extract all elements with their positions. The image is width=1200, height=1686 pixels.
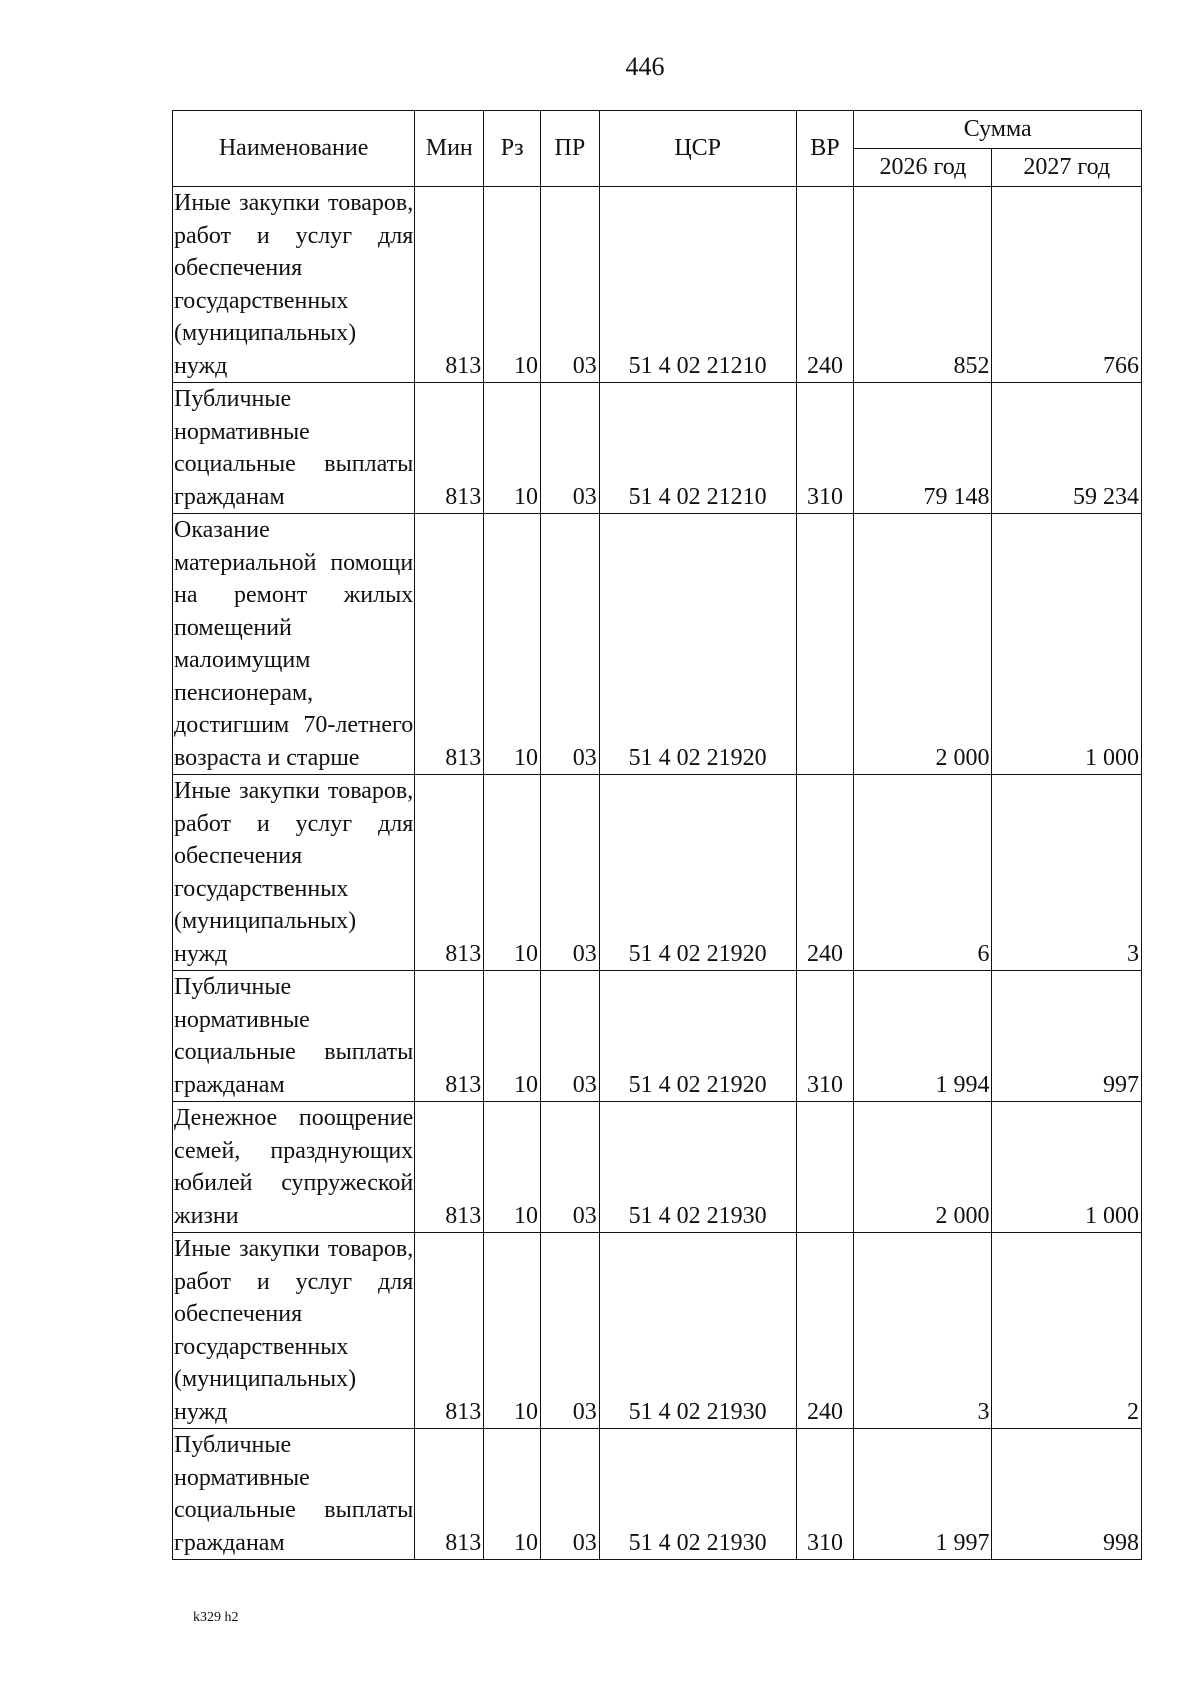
cell-csr: 51 4 02 21930 (599, 1102, 796, 1233)
table-row (173, 775, 1142, 971)
cell-pr: 03 (540, 971, 599, 1102)
cell-rz: 10 (484, 1233, 541, 1429)
table-row (173, 971, 1142, 1102)
cell-rz: 10 (484, 971, 541, 1102)
cell-y2027: 3 (992, 775, 1142, 971)
cell-name: Публичные нормативные социальные выплаты гражданам (173, 971, 415, 1102)
cell-y2027: 59 234 (992, 383, 1142, 514)
cell-name: Иные закупки товаров, работ и услуг для обеспечения государственных (муниципальных) нужд (173, 187, 415, 383)
cell-vr: 310 (796, 383, 854, 514)
cell-vr: 240 (796, 1233, 854, 1429)
cell-csr: 51 4 02 21930 (599, 1233, 796, 1429)
cell-name: Оказание материальной помощи на ремонт жилых помещений малоимущим пенсионерам, достигшим 70-летнего возраста и старше (173, 514, 415, 775)
cell-csr: 51 4 02 21920 (599, 775, 796, 971)
header-vr: ВР (796, 111, 854, 187)
cell-y2026: 2 000 (854, 1102, 992, 1233)
table-row (173, 1102, 1142, 1233)
header-name: Наименование (173, 111, 415, 187)
cell-vr: 310 (796, 971, 854, 1102)
cell-pr: 03 (540, 775, 599, 971)
footer-code: k329 h2 (193, 1610, 239, 1625)
cell-min: 813 (415, 383, 484, 514)
cell-y2026: 6 (854, 775, 992, 971)
cell-rz: 10 (484, 187, 541, 383)
cell-csr: 51 4 02 21210 (599, 187, 796, 383)
cell-rz: 10 (484, 1429, 541, 1560)
table-row (173, 1233, 1142, 1429)
cell-rz: 10 (484, 1102, 541, 1233)
cell-y2027: 2 (992, 1233, 1142, 1429)
cell-y2026: 3 (854, 1233, 992, 1429)
cell-y2027: 766 (992, 187, 1142, 383)
table-row (173, 1429, 1142, 1560)
cell-min: 813 (415, 1233, 484, 1429)
cell-rz: 10 (484, 775, 541, 971)
cell-y2026: 1 997 (854, 1429, 992, 1560)
cell-csr: 51 4 02 21920 (599, 971, 796, 1102)
cell-name: Публичные нормативные социальные выплаты гражданам (173, 383, 415, 514)
cell-pr: 03 (540, 514, 599, 775)
cell-vr (796, 514, 854, 775)
budget-table (172, 110, 1142, 1560)
cell-y2027: 1 000 (992, 514, 1142, 775)
cell-pr: 03 (540, 383, 599, 514)
table-row (173, 187, 1142, 383)
table-row (173, 383, 1142, 514)
header-csr: ЦСР (599, 111, 796, 187)
cell-vr: 240 (796, 187, 854, 383)
cell-y2026: 79 148 (854, 383, 992, 514)
cell-vr: 310 (796, 1429, 854, 1560)
cell-pr: 03 (540, 1429, 599, 1560)
cell-min: 813 (415, 514, 484, 775)
cell-y2026: 1 994 (854, 971, 992, 1102)
cell-y2026: 852 (854, 187, 992, 383)
cell-pr: 03 (540, 187, 599, 383)
cell-pr: 03 (540, 1233, 599, 1429)
cell-y2027: 1 000 (992, 1102, 1142, 1233)
cell-vr: 240 (796, 775, 854, 971)
table-row (173, 514, 1142, 775)
cell-csr: 51 4 02 21210 (599, 383, 796, 514)
cell-min: 813 (415, 971, 484, 1102)
cell-min: 813 (415, 775, 484, 971)
page-number: 446 (625, 52, 665, 81)
header-year-2027: 2027 год (992, 149, 1142, 187)
cell-vr (796, 1102, 854, 1233)
header-min: Мин (415, 111, 484, 187)
cell-name: Иные закупки товаров, работ и услуг для обеспечения государственных (муниципальных) нужд (173, 775, 415, 971)
cell-csr: 51 4 02 21930 (599, 1429, 796, 1560)
header-sum: Сумма (854, 111, 1142, 149)
cell-rz: 10 (484, 383, 541, 514)
cell-name: Иные закупки товаров, работ и услуг для обеспечения государственных (муниципальных) нужд (173, 1233, 415, 1429)
cell-name: Публичные нормативные социальные выплаты гражданам (173, 1429, 415, 1560)
cell-min: 813 (415, 187, 484, 383)
cell-min: 813 (415, 1429, 484, 1560)
cell-min: 813 (415, 1102, 484, 1233)
cell-y2027: 997 (992, 971, 1142, 1102)
header-pr: ПР (540, 111, 599, 187)
table-body (173, 187, 1142, 1560)
header-year-2026: 2026 год (854, 149, 992, 187)
cell-pr: 03 (540, 1102, 599, 1233)
cell-name: Денежное поощрение семей, празднующих юбилей супружеской жизни (173, 1102, 415, 1233)
header-rz: Рз (484, 111, 541, 187)
cell-csr: 51 4 02 21920 (599, 514, 796, 775)
cell-y2027: 998 (992, 1429, 1142, 1560)
cell-rz: 10 (484, 514, 541, 775)
cell-y2026: 2 000 (854, 514, 992, 775)
